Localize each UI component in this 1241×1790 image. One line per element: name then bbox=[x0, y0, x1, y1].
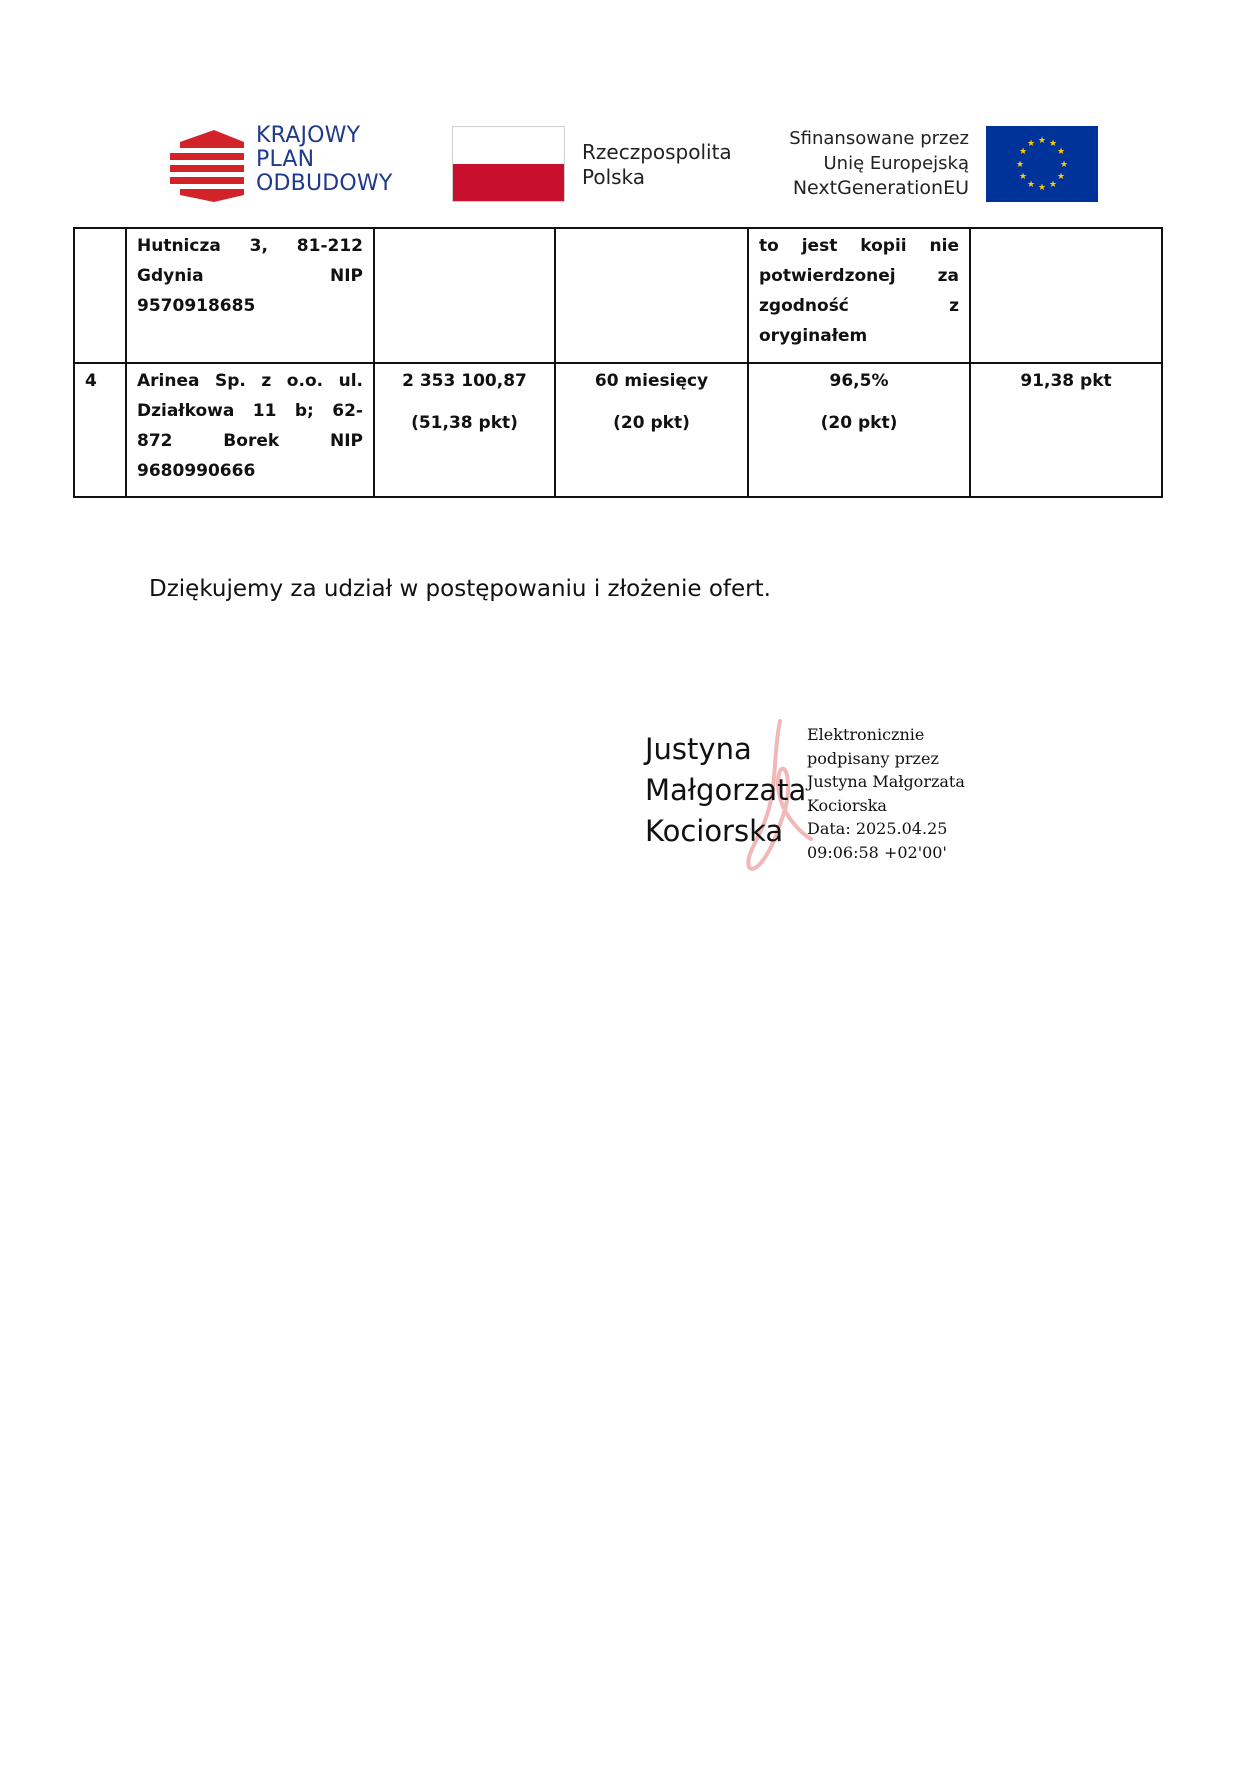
cell-percent bbox=[748, 363, 970, 497]
addr-line: Działkowa 11 b; 62- bbox=[137, 401, 363, 421]
eu-funding-text bbox=[789, 126, 969, 201]
cell-warranty bbox=[555, 228, 748, 363]
cell-warranty bbox=[555, 363, 748, 497]
eu-line-2: Unię Europejską bbox=[823, 153, 969, 174]
addr-line: Gdynia NIP bbox=[137, 266, 363, 286]
cell-total bbox=[970, 228, 1162, 363]
header-logos bbox=[0, 122, 1241, 206]
kpo-logo-icon bbox=[170, 126, 244, 202]
note-line: to jest kopii nie bbox=[759, 236, 959, 256]
svg-text:★: ★ bbox=[1037, 183, 1047, 193]
poland-flag-icon bbox=[452, 126, 565, 202]
cell-total: 91,38 pkt bbox=[970, 363, 1162, 497]
signature-info-line: Elektronicznie bbox=[807, 725, 925, 744]
table-row bbox=[74, 228, 1162, 363]
signature-name-line: Justyna bbox=[645, 732, 752, 766]
svg-text:★: ★ bbox=[1026, 180, 1036, 190]
svg-text:★: ★ bbox=[1015, 160, 1025, 170]
addr-line: 872 Borek NIP bbox=[137, 431, 363, 451]
signature-info-line: 09:06:58 +02'00' bbox=[807, 842, 947, 862]
svg-text:★: ★ bbox=[1056, 147, 1066, 157]
svg-text:★: ★ bbox=[1018, 172, 1028, 182]
warranty-value: 60 miesięcy bbox=[594, 371, 709, 391]
signature-info-line: Kociorska bbox=[807, 795, 887, 815]
svg-text:★: ★ bbox=[1059, 160, 1069, 170]
note-line: oryginałem bbox=[759, 326, 868, 346]
eu-line-3: NextGenerationEU bbox=[792, 177, 969, 199]
signature-info-line: podpisany przez bbox=[807, 748, 939, 768]
addr-line: 9680990666 bbox=[137, 461, 256, 481]
svg-text:★: ★ bbox=[1056, 172, 1066, 182]
table-row bbox=[74, 363, 1162, 497]
svg-text:★: ★ bbox=[1026, 139, 1036, 149]
percent-points: (20 pkt) bbox=[820, 413, 898, 433]
addr-line: Arinea Sp. z o.o. ul. bbox=[137, 371, 363, 391]
price-points: (51,38 pkt) bbox=[411, 413, 518, 433]
svg-text:★: ★ bbox=[1037, 136, 1047, 146]
poland-line-1: Rzeczpospolita bbox=[582, 140, 732, 164]
cell-contractor bbox=[126, 228, 374, 363]
svg-text:★: ★ bbox=[1048, 139, 1058, 149]
cell-price bbox=[374, 363, 555, 497]
kpo-logo-text bbox=[256, 124, 393, 196]
addr-line: 9570918685 bbox=[137, 296, 256, 316]
cell-contractor bbox=[126, 363, 374, 497]
percent-value: 96,5% bbox=[829, 371, 889, 391]
cell-price bbox=[374, 228, 555, 363]
signature-name-line: Kociorska bbox=[645, 814, 784, 848]
cell-lp: 4 bbox=[74, 363, 126, 497]
note-line: zgodność z bbox=[759, 296, 959, 316]
eu-line-1: Sfinansowane przez bbox=[789, 128, 969, 149]
thanks-text: Dziękujemy za udział w postępowaniu i złożenie ofert. bbox=[149, 576, 771, 602]
addr-line: Hutnicza 3, 81-212 bbox=[137, 236, 363, 256]
note-line: potwierdzonej za bbox=[759, 266, 959, 286]
cell-lp bbox=[74, 228, 126, 363]
offers-table bbox=[73, 227, 1163, 498]
warranty-points: (20 pkt) bbox=[613, 413, 690, 433]
kpo-line-3: ODBUDOWY bbox=[256, 171, 393, 196]
poland-logo-text bbox=[582, 140, 732, 190]
kpo-line-2: PLAN bbox=[256, 147, 315, 172]
cell-note bbox=[748, 228, 970, 363]
svg-text:★: ★ bbox=[1018, 147, 1028, 157]
svg-text:★: ★ bbox=[1048, 180, 1058, 190]
electronic-signature bbox=[645, 715, 985, 875]
signature-info-line: Data: 2025.04.25 bbox=[807, 819, 948, 838]
price-value: 2 353 100,87 bbox=[402, 371, 527, 391]
signature-info bbox=[807, 723, 965, 864]
signature-name bbox=[645, 729, 806, 852]
kpo-line-1: KRAJOWY bbox=[256, 123, 361, 148]
eu-flag-icon bbox=[986, 126, 1098, 202]
signature-info-line: Justyna Małgorzata bbox=[807, 772, 965, 791]
poland-line-2: Polska bbox=[582, 165, 646, 189]
signature-name-line: Małgorzata bbox=[645, 773, 807, 807]
